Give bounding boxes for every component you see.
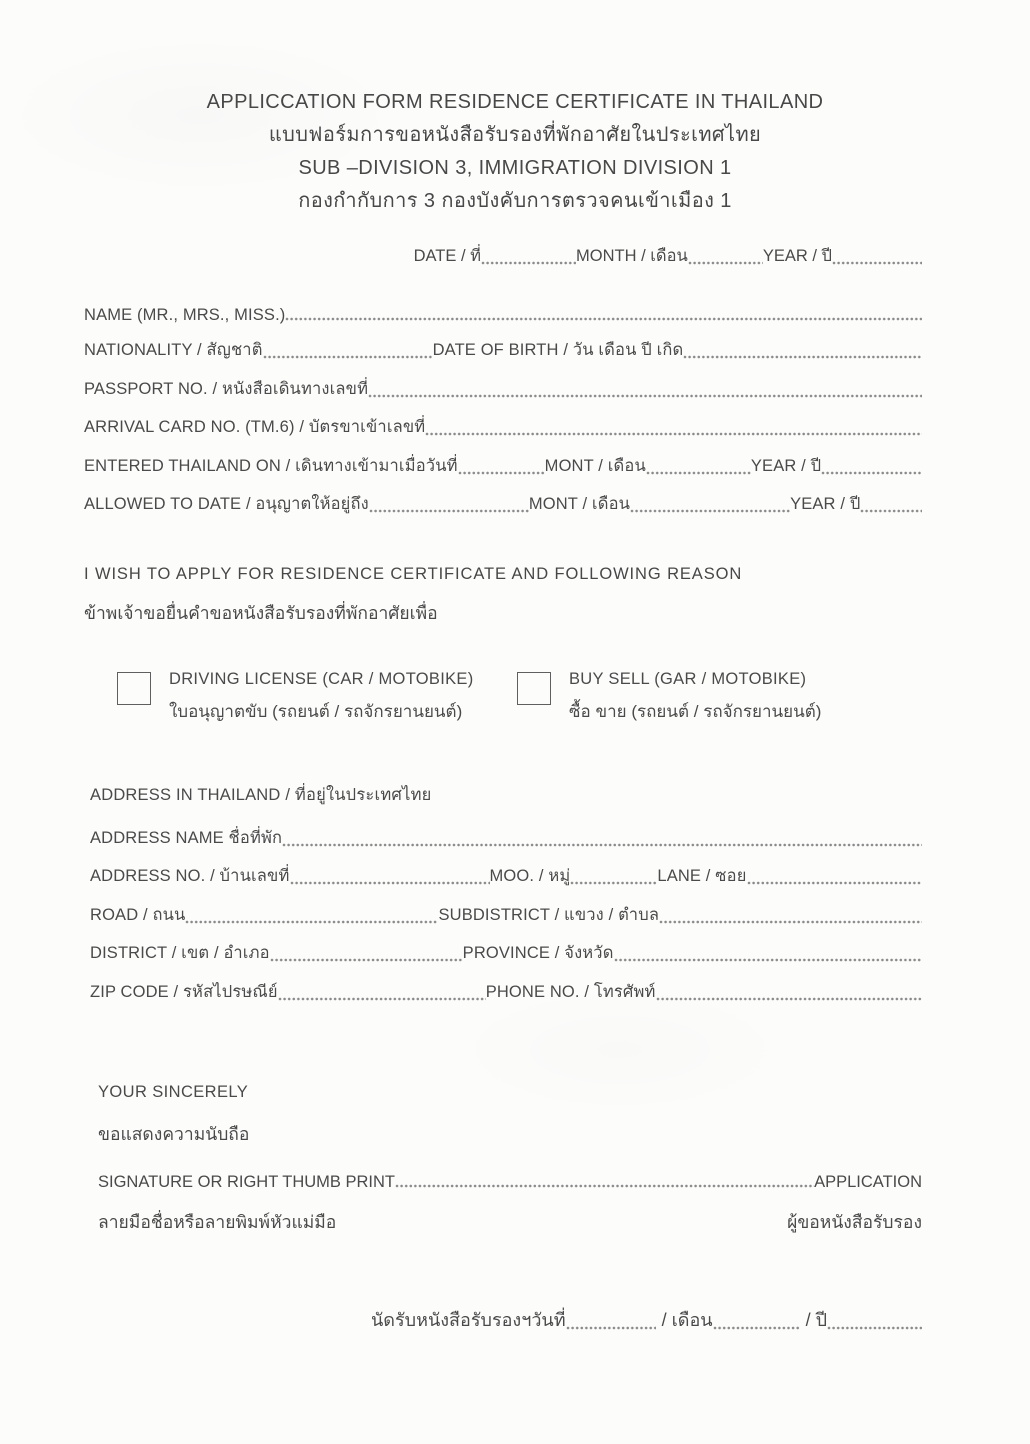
lane-label: LANE / ซอย xyxy=(657,867,747,885)
allowed-day-input-line[interactable] xyxy=(369,509,529,513)
subdistrict-input-line[interactable] xyxy=(659,920,922,924)
arrival-card-row xyxy=(84,402,922,441)
nationality-label: NATIONALITY / สัญชาติ xyxy=(84,341,263,359)
applicant-label-en: APPLICATION xyxy=(814,1172,922,1191)
signature-thai-row xyxy=(98,1208,922,1236)
driving-license-checkbox[interactable] xyxy=(117,672,151,705)
date-label: DATE / ที่ xyxy=(413,247,482,265)
buy-sell-checkbox[interactable] xyxy=(517,672,551,705)
reason-heading-th: ข้าพเจ้าขอยื่นคำขอหนังสือรับรองที่พักอาศัยเพื่อ xyxy=(84,603,438,623)
district-input-line[interactable] xyxy=(270,958,463,962)
zip-code-row xyxy=(90,966,922,1005)
date-of-birth-input-line[interactable] xyxy=(683,355,922,359)
year-input-line[interactable] xyxy=(832,261,922,265)
reason-section xyxy=(84,565,922,725)
moo-label: MOO. / หมู่ xyxy=(489,867,571,885)
district-label: DISTRICT / เขต / อำเภอ xyxy=(90,944,270,962)
passport-input-line[interactable] xyxy=(368,394,922,398)
zip-code-label: ZIP CODE / รหัสไปรษณีย์ xyxy=(90,982,278,1001)
driving-license-label-th: ใบอนุญาตขับ (รถยนต์ / รถจักรยานยนต์) xyxy=(169,702,463,721)
allowed-month-input-line[interactable] xyxy=(630,509,790,513)
closing-section xyxy=(98,1083,922,1236)
form-title-th: แบบฟอร์มการขอหนังสือรับรองที่พักอาศัยในประเทศไทย xyxy=(268,124,762,146)
form-header xyxy=(0,0,1030,218)
subdistrict-label: SUBDISTRICT / แขวง / ตำบล xyxy=(438,905,660,924)
arrival-card-input-line[interactable] xyxy=(425,432,922,436)
passport-row xyxy=(84,363,922,402)
signature-row xyxy=(98,1168,922,1192)
reason-options xyxy=(117,670,922,725)
address-name-input-line[interactable] xyxy=(282,843,922,847)
date-row xyxy=(84,245,922,269)
month-input-line[interactable] xyxy=(688,261,763,265)
road-row xyxy=(90,889,922,928)
nationality-row xyxy=(84,325,922,364)
name-input-line[interactable] xyxy=(285,317,922,321)
province-input-line[interactable] xyxy=(614,958,922,962)
entered-day-input-line[interactable] xyxy=(458,471,545,475)
address-section-heading: ADDRESS IN THAILAND / ที่อยู่ในประเทศไทย xyxy=(90,786,432,804)
road-label: ROAD / ถนน xyxy=(90,905,186,924)
appointment-day-input-line[interactable] xyxy=(566,1326,656,1330)
driving-license-option xyxy=(117,670,517,725)
allowed-to-date-row xyxy=(84,479,922,518)
sincerely-label-en: YOUR SINCERELY xyxy=(98,1082,249,1101)
phone-no-label: PHONE NO. / โทรศัพท์ xyxy=(485,982,656,1001)
entered-year-label: YEAR / ปี xyxy=(750,456,822,475)
allowed-to-date-label: ALLOWED TO DATE / อนุญาตให้อยู่ถึง xyxy=(84,495,369,513)
phone-no-input-line[interactable] xyxy=(656,997,922,1001)
province-label: PROVINCE / จังหวัด xyxy=(462,944,614,962)
form-title-en: APPLICCATION FORM RESIDENCE CERTIFICATE IN THAILAND xyxy=(206,91,824,113)
arrival-card-label: ARRIVAL CARD NO. (TM.6) / บัตรขาเข้าเลขที่ xyxy=(84,418,426,436)
address-section xyxy=(84,782,922,1005)
applicant-label-th: ผู้ขอหนังสือรับรอง xyxy=(787,1211,922,1232)
address-name-label: ADDRESS NAME ชื่อที่พัก xyxy=(90,828,283,847)
district-row xyxy=(90,928,922,967)
lane-input-line[interactable] xyxy=(747,881,922,885)
entered-month-label: MONT / เดือน xyxy=(544,456,646,475)
name-label: NAME (MR., MRS., MISS.) xyxy=(84,305,286,324)
buy-sell-label-en: BUY SELL (GAR / MOTOBIKE) xyxy=(569,670,807,688)
address-no-input-line[interactable] xyxy=(290,881,490,885)
passport-label: PASSPORT NO. / หนังสือเดินทางเลขที่ xyxy=(84,379,369,398)
road-input-line[interactable] xyxy=(185,920,438,924)
allowed-year-label: YEAR / ปี xyxy=(790,495,861,513)
reason-heading-en: I WISH TO APPLY FOR RESIDENCE CERTIFICATE AND FOLLOWING REASON xyxy=(84,565,743,583)
allowed-month-label: MONT / เดือน xyxy=(528,495,631,513)
buy-sell-option xyxy=(517,670,821,725)
entered-year-input-line[interactable] xyxy=(821,471,922,475)
driving-license-label-en: DRIVING LICENSE (CAR / MOTOBIKE) xyxy=(169,670,474,688)
form-subtitle-th: กองกำกับการ 3 กองบังคับการตรวจคนเข้าเมือง 1 xyxy=(298,190,732,212)
date-input-line[interactable] xyxy=(481,261,576,265)
appointment-row xyxy=(84,1308,922,1334)
address-no-row xyxy=(90,851,922,890)
personal-fields xyxy=(84,286,922,517)
appointment-month-input-line[interactable] xyxy=(713,1326,800,1330)
signature-label-th: ลายมือชื่อหรือลายพิมพ์หัวแม่มือ xyxy=(98,1211,337,1232)
entered-thailand-row xyxy=(84,440,922,479)
address-no-label: ADDRESS NO. / บ้านเลขที่ xyxy=(90,867,290,885)
appointment-year-label: / ปี xyxy=(805,1309,827,1330)
appointment-label: นัดรับหนังสือรับรองฯวันที่ xyxy=(371,1309,566,1330)
name-row xyxy=(84,286,922,325)
appointment-month-label: / เดือน xyxy=(661,1309,713,1330)
signature-input-line[interactable] xyxy=(395,1184,814,1188)
date-of-birth-label: DATE OF BIRTH / วัน เดือน ปี เกิด xyxy=(432,341,684,359)
entered-month-input-line[interactable] xyxy=(646,471,751,475)
sincerely-label-th: ขอแสดงความนับถือ xyxy=(98,1123,250,1144)
appointment-year-input-line[interactable] xyxy=(827,1326,922,1330)
moo-input-line[interactable] xyxy=(570,881,657,885)
year-label: YEAR / ปี xyxy=(762,247,832,265)
address-name-row xyxy=(90,812,922,851)
signature-label: SIGNATURE OR RIGHT THUMB PRINT xyxy=(98,1172,396,1191)
buy-sell-label-th: ซื้อ ขาย (รถยนต์ / รถจักรยานยนต์) xyxy=(569,702,822,721)
nationality-input-line[interactable] xyxy=(263,355,433,359)
form-subtitle-en: SUB –DIVISION 3, IMMIGRATION DIVISION 1 xyxy=(298,157,732,179)
month-label: MONTH / เดือน xyxy=(576,247,688,265)
entered-thailand-label: ENTERED THAILAND ON / เดินทางเข้ามาเมื่อวันที่ xyxy=(84,456,458,475)
zip-code-input-line[interactable] xyxy=(278,997,486,1001)
allowed-year-input-line[interactable] xyxy=(860,509,922,513)
